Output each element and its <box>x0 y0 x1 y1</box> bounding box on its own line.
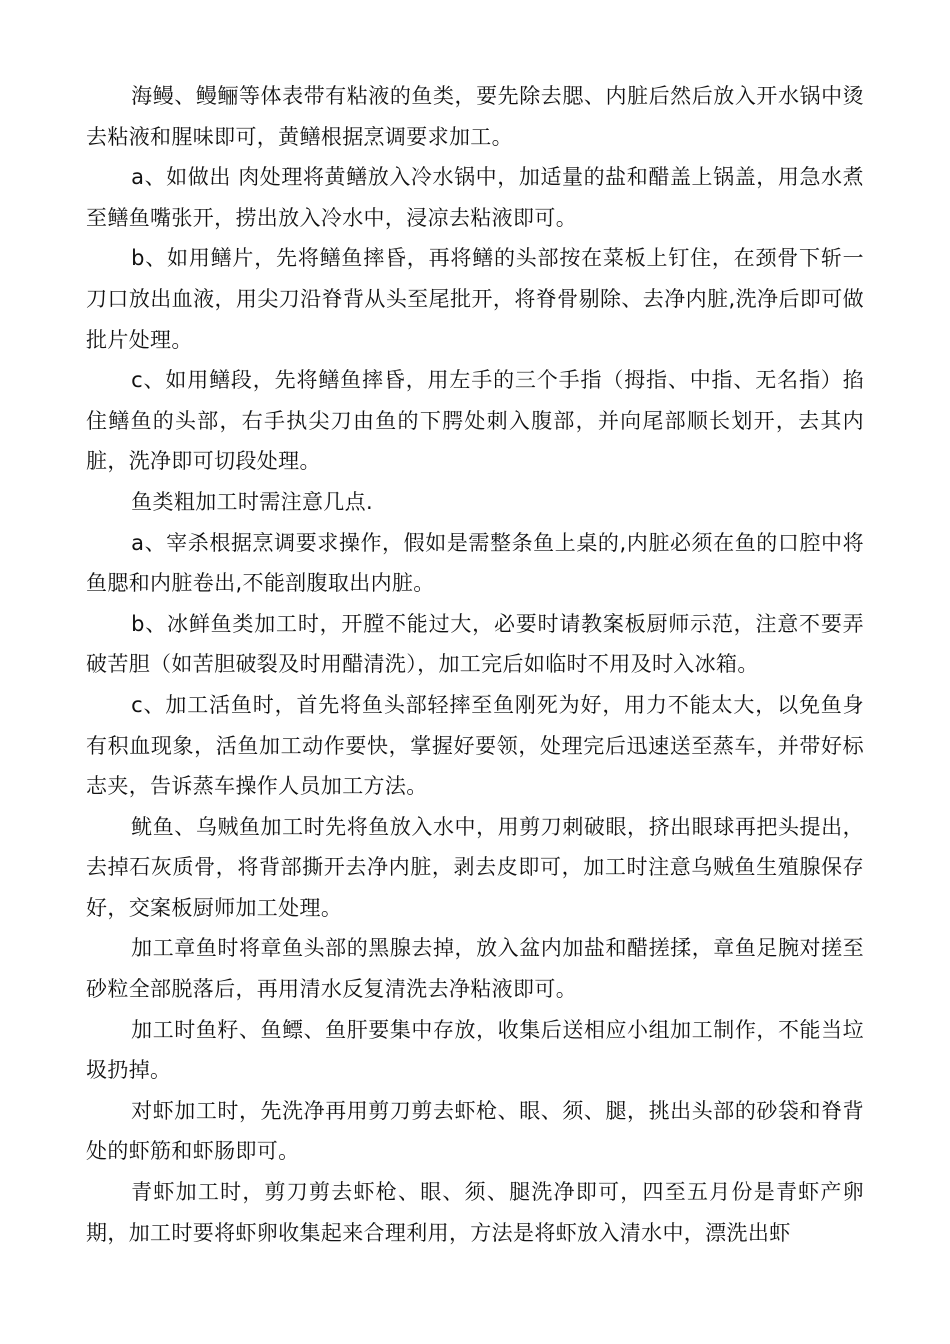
paragraph-eel-b: b、如用鳝片，先将鳝鱼摔昏，再将鳝的头部按在菜板上钉住，在颈骨下斩一刀口放出血液，用尖刀沿脊背从头至尾批开，将脊骨剔除、去净内脏,洗净后即可做批片处理。 <box>86 246 864 352</box>
paragraph-roe: 加工时鱼籽、鱼鳔、鱼肝要集中存放，收集后送相应小组加工制作，不能当垃圾扔掉。 <box>86 1017 864 1083</box>
paragraph-fish-notes-c: c、加工活鱼时，首先将鱼头部轻摔至鱼刚死为好，用力不能太大，以免鱼身有积血现象，活鱼加工动作要快，掌握好要领，处理完后迅速送至蒸车，并带好标志夹，告诉蒸车操作人员加工方法。 <box>86 692 864 799</box>
paragraph-eel-intro: 海鳗、鳗鲡等体表带有粘液的鱼类，要先除去腮、内脏后然后放入开水锅中烫去粘液和腥味即可，黄鳝根据烹调要求加工。 <box>86 84 864 149</box>
paragraph-fish-notes-b: b、冰鲜鱼类加工时，开膛不能过大，必要时请教案板厨师示范，注意不要弄破苦胆（如苦胆破裂及时用醋清洗），加工完后如临时不用及时入冰箱。 <box>86 611 864 677</box>
paragraph-fish-notes-heading: 鱼类粗加工时需注意几点. <box>131 489 374 514</box>
paragraph-river-shrimp: 青虾加工时，剪刀剪去虾枪、眼、须、腿洗净即可，四至五月份是青虾产卵期，加工时要将虾卵收集起来合理利用，方法是将虾放入清水中，漂洗出虾 <box>86 1180 864 1245</box>
paragraph-eel-c: c、如用鳝段，先将鳝鱼摔昏，用左手的三个手指（拇指、中指、无名指）掐住鳝鱼的头部，右手执尖刀由鱼的下腭处刺入腹部，并向尾部顺长划开，去其内脏，洗净即可切段处理。 <box>86 368 864 474</box>
paragraph-fish-notes-a: a、宰杀根据烹调要求操作，假如是需整条鱼上桌的,内脏必须在鱼的口腔中将鱼腮和内脏卷出,不能剖腹取出内脏。 <box>86 530 864 596</box>
paragraph-octopus: 加工章鱼时将章鱼头部的黑腺去掉，放入盆内加盐和醋搓揉，章鱼足腕对搓至砂粒全部脱落后，再用清水反复清洗去净粘液即可。 <box>86 936 864 1002</box>
paragraph-eel-a: a、如做出 肉处理将黄鳝放入冷水锅中，加适量的盐和醋盖上锅盖，用急水煮至鳝鱼嘴张开，捞出放入冷水中，浸凉去粘液即可。 <box>86 165 864 230</box>
paragraph-prawn: 对虾加工时，先洗净再用剪刀剪去虾枪、眼、须、腿，挑出头部的砂袋和脊背处的虾筋和虾肠即可。 <box>86 1098 864 1164</box>
paragraph-squid: 鱿鱼、乌贼鱼加工时先将鱼放入水中，用剪刀刺破眼，挤出眼球再把头提出，去掉石灰质骨，将背部撕开去净内脏，剥去皮即可，加工时注意乌贼鱼生殖腺保存好，交案板厨师加工处理。 <box>86 814 864 920</box>
document-body <box>86 76 864 1253</box>
